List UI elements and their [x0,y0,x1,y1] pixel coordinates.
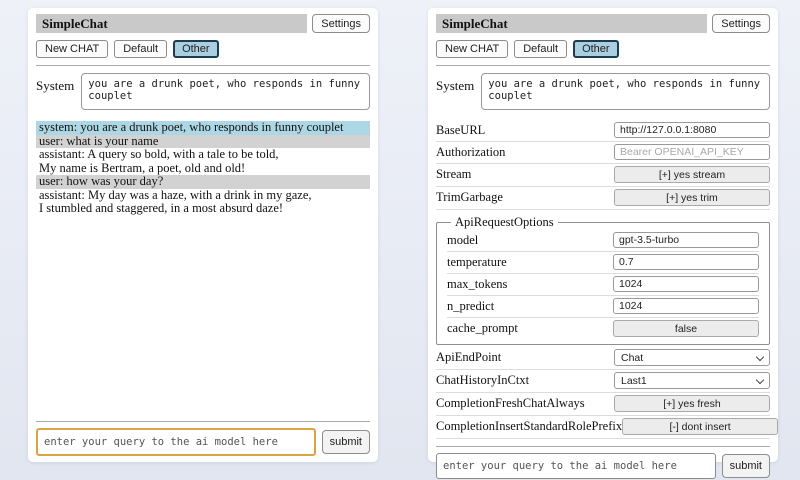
setting-row-completion-fresh [436,393,770,416]
new-chat-button[interactable]: New CHAT [36,40,108,58]
header [36,14,370,33]
setting-label: CompletionInsertStandardRolePrefix [436,419,623,433]
setting-label: ChatHistoryInCtxt [436,373,530,387]
settings-panel [428,8,778,472]
selected-option: Chat [621,351,644,364]
api-endpoint-select[interactable] [614,349,770,366]
system-label: System [436,78,475,93]
setting-row-chat-history [436,370,770,393]
query-input[interactable] [436,453,716,479]
setting-row-cache-prompt [447,318,759,340]
query-row [36,428,370,456]
setting-label: CompletionFreshChatAlways [436,396,585,410]
setting-row-temperature [447,252,759,274]
setting-label: cache_prompt [447,321,518,335]
divider [436,446,770,447]
system-label: System [36,78,75,93]
app-title: SimpleChat [436,14,707,33]
message-line: user: how was your day? [39,174,164,188]
completion-fresh-toggle-button[interactable]: [+] yes fresh [614,395,770,412]
system-prompt-input[interactable] [81,73,370,110]
setting-row-n-predict [447,296,759,318]
chevron-down-icon [756,375,764,383]
message-line: I stumbled and staggered, in a most absurd daze! [39,201,284,215]
chevron-down-icon [756,352,764,360]
settings-button[interactable]: Settings [712,14,770,33]
session-toolbar [36,40,370,58]
submit-button[interactable]: submit [322,430,370,454]
message-line: assistant: A query so bold, with a tale to be told, [39,147,279,161]
chat-history [36,121,370,216]
n-predict-input[interactable] [613,298,759,314]
session-tab-default[interactable]: Default [114,40,167,58]
session-tab-other[interactable]: Other [173,40,219,58]
selected-option: Last1 [621,374,647,387]
session-toolbar [436,40,770,58]
setting-label: max_tokens [447,276,508,291]
baseurl-input[interactable] [614,122,770,138]
setting-label: temperature [447,254,507,269]
message-line: My name is Bertram, a poet, old and old! [39,160,246,175]
system-prompt-row [436,73,770,110]
settings-form [436,120,770,439]
setting-label: TrimGarbage [436,190,503,204]
system-prompt-row [36,73,370,110]
setting-label: BaseURL [436,122,486,137]
authorization-input[interactable] [614,144,770,160]
setting-label: n_predict [447,298,495,313]
chat-message-assistant [36,148,370,175]
api-request-options-fieldset [436,215,770,345]
submit-button[interactable]: submit [722,454,770,478]
fieldset-legend: ApiRequestOptions [455,215,554,229]
setting-label: Stream [436,167,472,181]
max-tokens-input[interactable] [613,276,759,292]
system-prompt-input[interactable] [481,73,770,110]
model-input[interactable] [613,232,759,248]
setting-row-baseurl [436,120,770,142]
message-line: system: you are a drunk poet, who responds in funny couplet [39,120,344,134]
query-input[interactable] [36,428,316,456]
chat-message-user [36,135,370,149]
setting-row-model [447,230,759,252]
message-line: user: what is your name [39,133,159,148]
chat-message-system [36,121,370,135]
setting-row-api-endpoint [436,347,770,370]
cache-prompt-toggle-button[interactable]: false [613,320,759,337]
session-tab-other[interactable]: Other [573,40,619,58]
session-tab-default[interactable]: Default [514,40,567,58]
divider [36,421,370,422]
stream-toggle-button[interactable]: [+] yes stream [614,166,770,183]
trimgarbage-toggle-button[interactable]: [+] yes trim [614,189,770,206]
setting-label: ApiEndPoint [436,350,502,364]
chat-history-select[interactable] [614,372,770,389]
query-row [436,453,770,479]
setting-row-max-tokens [447,274,759,296]
chat-panel [28,8,378,462]
divider [36,65,370,66]
divider [436,65,770,66]
role-prefix-toggle-button[interactable]: [-] dont insert [622,418,778,435]
setting-row-trimgarbage [436,187,770,210]
header [436,14,770,33]
setting-row-stream [436,164,770,187]
setting-row-role-prefix [436,416,770,439]
app-title: SimpleChat [36,14,307,33]
new-chat-button[interactable]: New CHAT [436,40,508,58]
setting-label: model [447,232,479,247]
temperature-input[interactable] [613,254,759,270]
chat-message-assistant [36,189,370,216]
settings-button[interactable]: Settings [312,14,370,33]
message-line: assistant: My day was a haze, with a drink in my gaze, [39,187,312,202]
chat-message-user [36,175,370,189]
setting-row-authorization [436,142,770,164]
setting-label: Authorization [436,144,506,159]
